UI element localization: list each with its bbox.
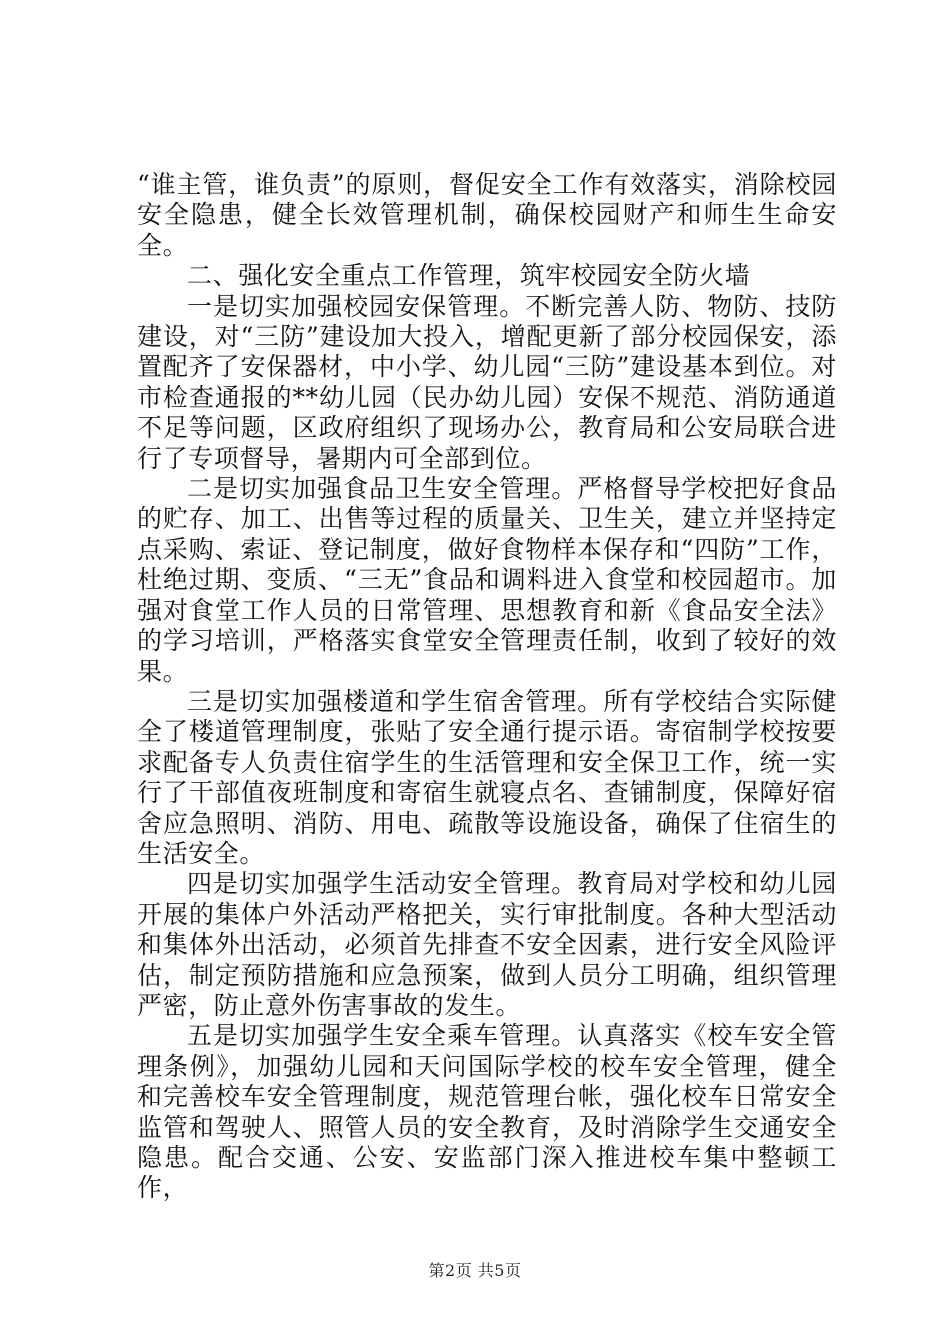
paragraph-food-safety: 二是切实加强食品卫生安全管理。严格督导学校把好食品的贮存、加工、出售等过程的质量关、卫生关，建立并坚持定点采购、索证、登记制度，做好食物样本保存和“四防”工作，杜绝过期、变质、“三无”食品和调料进入食堂和校园超市。加强对食堂工作人员的日常管理、思想教育和新《食品安全法》的学习培训，严格落实食堂安全管理责任制，收到了较好的效果。 xyxy=(137,474,837,686)
paragraph-school-bus: 五是切实加强学生安全乘车管理。认真落实《校车安全管理条例》，加强幼儿园和天问国际学校的校车安全管理，健全和完善校车安全管理制度，规范管理台帐，强化校车日常安全监管和驾驶人、照管人员的安全教育，及时消除学生交通安全隐患。配合交通、公安、安监部门深入推进校车集中整顿工作， xyxy=(137,1021,837,1203)
section-heading: 二、强化安全重点工作管理，筑牢校园安全防火墙 xyxy=(187,261,751,291)
page-footer: 第2页 共5页 xyxy=(428,1261,522,1280)
document-body xyxy=(137,170,837,1204)
paragraph-dormitory: 三是切实加强楼道和学生宿舍管理。所有学校结合实际健全了楼道管理制度，张贴了安全通行提示语。寄宿制学校按要求配备专人负责住宿学生的生活管理和安全保卫工作，统一实行了干部值夜班制度和寄宿生就寝点名、查铺制度，保障好宿舍应急照明、消防、用电、疏散等设施设备，确保了住宿生的生活安全。 xyxy=(137,686,837,868)
paragraph-continuation: “谁主管，谁负责”的原则，督促安全工作有效落实，消除校园安全隐患，健全长效管理机制，确保校园财产和师生生命安全。 xyxy=(137,170,837,260)
paragraph-activities: 四是切实加强学生活动安全管理。教育局对学校和幼儿园开展的集体户外活动严格把关，实行审批制度。各种大型活动和集体外出活动，必须首先排查不安全因素，进行安全风险评估，制定预防措施和应急预案，做到人员分工明确，组织管理严密，防止意外伤害事故的发生。 xyxy=(137,869,837,1020)
paragraph-security: 一是切实加强校园安保管理。不断完善人防、物防、技防建设，对“三防”建设加大投入，增配更新了部分校园保安，添置配齐了安保器材，中小学、幼儿园“三防”建设基本到位。对市检查通报的**幼儿园（民办幼儿园）安保不规范、消防通道不足等问题，区政府组织了现场办公，教育局和公安局联合进行了专项督导，暑期内可全部到位。 xyxy=(137,291,837,473)
